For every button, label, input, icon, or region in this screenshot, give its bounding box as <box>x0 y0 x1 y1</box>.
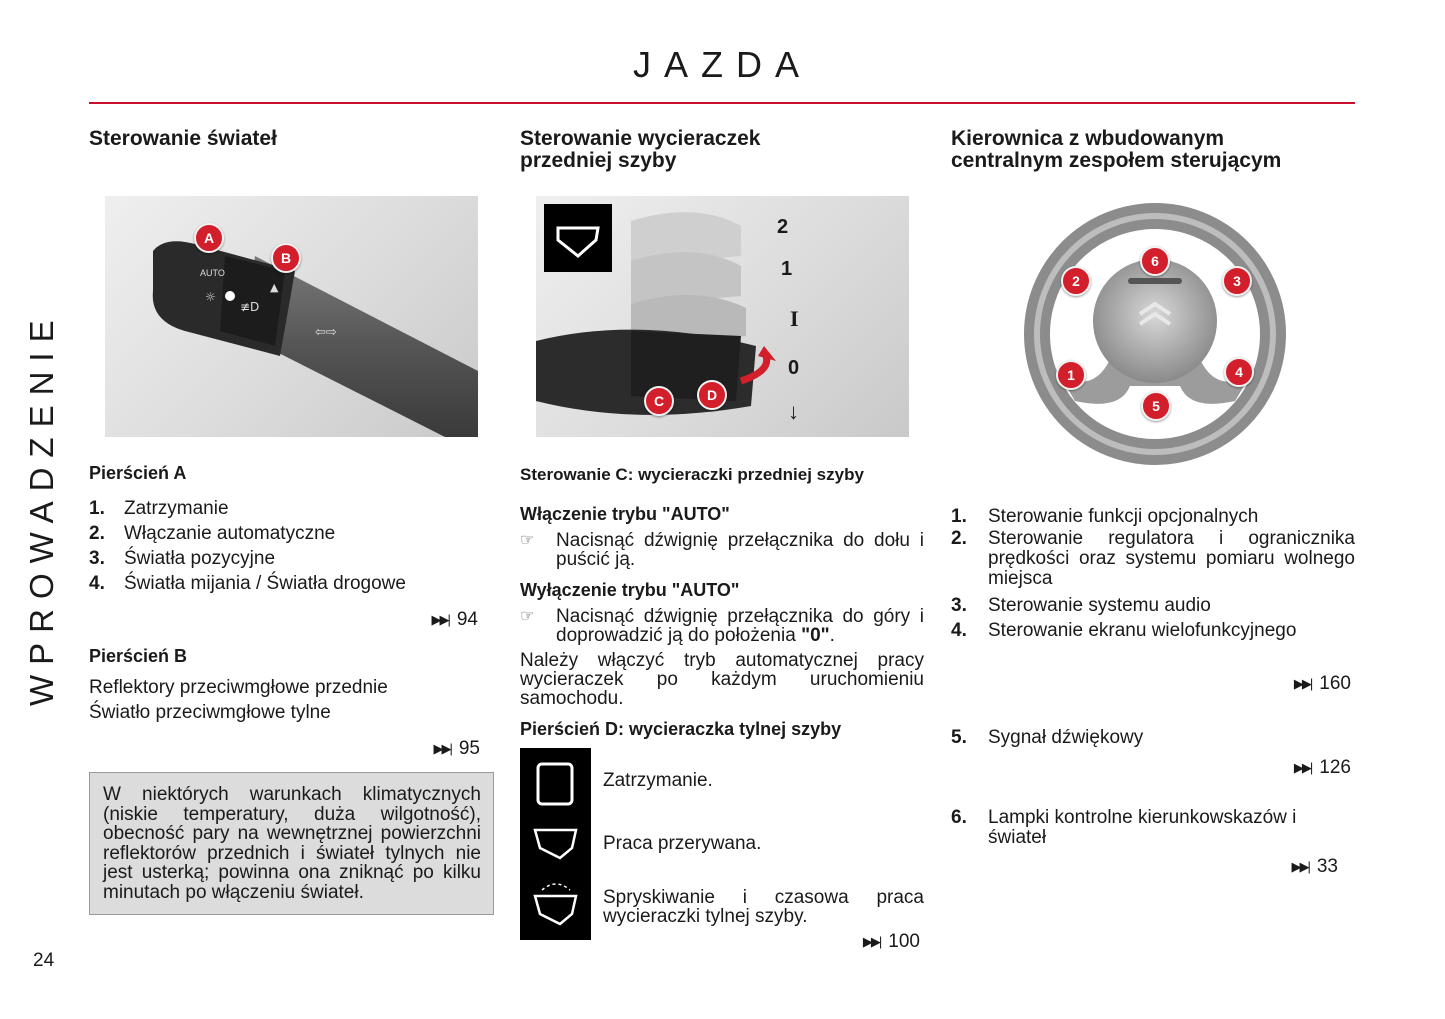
rear-wiper-icon-bar <box>520 748 591 940</box>
ring-d-title: Pierścień D: wycieraczka tylnej szyby <box>520 719 842 739</box>
header-divider <box>89 102 1355 104</box>
ring-b-page-ref[interactable]: ▶▶| 95 <box>433 738 480 759</box>
page-ref-icon: ▶▶| <box>1293 760 1312 775</box>
auto-off-title: Wyłączenie trybu "AUTO" <box>520 580 740 600</box>
steering-6-page-ref[interactable]: ▶▶| 33 <box>1291 856 1338 877</box>
ring-a-page-ref[interactable]: ▶▶| 94 <box>431 609 478 630</box>
list-item: 5. Sygnał dźwiękowy <box>951 727 1144 748</box>
ring-b-line-2: Światło przeciwmgłowe tylne <box>89 702 331 723</box>
page-ref-icon: ▶▶| <box>433 741 451 756</box>
auto-off-step: ☞ Nacisnąć dźwignię przełącznika do góry i doprowadzić ją do położenia "0". <box>520 606 924 646</box>
wiper-position-i: I <box>790 306 799 331</box>
list-item: 3. Sterowanie systemu audio <box>951 595 1211 616</box>
label-1-badge: 1 <box>1056 360 1086 390</box>
hand-pointer-icon: ☞ <box>520 532 535 549</box>
svg-text:☼: ☼ <box>205 290 216 304</box>
steering-item-6 <box>951 808 1355 848</box>
list-item: 2. Włączanie automatyczne <box>89 523 336 544</box>
washer-wiper-icon <box>535 896 576 924</box>
wiper-title-line-1: Sterowanie wycieraczek <box>520 127 761 150</box>
lighting-stalk-photo <box>105 196 478 437</box>
label-d-badge: D <box>697 380 727 410</box>
svg-text:AUTO: AUTO <box>200 268 225 278</box>
steering-a-page-ref[interactable]: ▶▶| 160 <box>1293 673 1351 694</box>
ring-d-page-ref[interactable]: ▶▶| 100 <box>862 931 920 952</box>
label-3-badge: 3 <box>1222 266 1252 296</box>
page-ref-icon: ▶▶| <box>1291 859 1309 874</box>
page-title: JAZDA <box>632 44 812 85</box>
label-a-badge: A <box>194 223 224 253</box>
wiper-title-line-2: przedniej szyby <box>520 149 677 172</box>
page-ref-icon: ▶▶| <box>431 612 449 627</box>
steering-list-a <box>951 504 1355 643</box>
restart-note: Należy włączyć tryb automatycznej pracy wycieraczek po każdym uruchomieniu samochodu. <box>520 650 924 709</box>
label-2-badge: 2 <box>1061 266 1091 296</box>
section-side-title: WPROWADZENIE <box>23 310 60 706</box>
wiper-position-0: 0 <box>788 357 800 379</box>
wiper-stalk-photo <box>536 196 909 437</box>
steering-title-line-1: Kierownica z wbudowanym <box>951 127 1225 150</box>
lighting-title: Sterowanie świateł <box>89 127 277 150</box>
hand-pointer-icon: ☞ <box>520 608 535 625</box>
auto-on-title: Włączenie trybu "AUTO" <box>520 504 730 524</box>
rear-wiper-stop-text: Zatrzymanie. <box>603 770 713 791</box>
intermittent-wiper-icon <box>535 830 576 858</box>
list-item: 1. Zatrzymanie <box>89 498 229 519</box>
list-item: 4. Sterowanie ekranu wielofunkcyjnego <box>951 620 1297 641</box>
svg-text:≢D: ≢D <box>240 300 260 314</box>
ring-a-list <box>89 496 489 596</box>
control-c-heading: Sterowanie C: wycieraczki przedniej szyby <box>520 465 864 484</box>
label-b-badge: B <box>271 243 301 273</box>
svg-text:⇦⇨: ⇦⇨ <box>315 325 337 340</box>
steering-item-5 <box>951 725 1355 750</box>
steering-wheel-image <box>1020 196 1290 466</box>
label-6-badge: 6 <box>1140 246 1170 276</box>
list-item: 1. Sterowanie funkcji opcjonalnych <box>951 506 1259 527</box>
wiper-position-1: 1 <box>781 258 793 280</box>
rear-wiper-wash-text: Spryskiwanie i czasowa praca wycieraczki tylnej szyby. <box>603 887 924 927</box>
page-number: 24 <box>33 950 55 971</box>
label-c-badge: C <box>644 386 674 416</box>
label-5-badge: 5 <box>1141 391 1171 421</box>
list-item: 2. Sterowanie regulatora i ogranicznika prędkości oraz systemu pomiaru wolnego miejsca <box>951 528 1355 589</box>
list-item: 6. Lampki kontrolne kierunkowskazów i świateł <box>951 807 1297 848</box>
steering-title-line-2: centralnym zespołem sterującym <box>951 149 1282 172</box>
stop-icon <box>538 764 572 804</box>
list-item: 3. Światła pozycyjne <box>89 548 276 569</box>
condensation-note: W niektórych warunkach klimatycznych (niskie temperatury, duża wilgotność), obecność pary na wewnętrznej powierzchni reflektorów przednich i świateł tylnych nie jest usterką; powinna ona zniknąć po kilku minutach po włączeniu świateł. <box>89 772 494 915</box>
list-item: 4. Światła mijania / Światła drogowe <box>89 573 406 594</box>
rear-wiper-intermittent-text: Praca przerywana. <box>603 833 762 854</box>
page-ref-icon: ▶▶| <box>862 934 881 949</box>
steering-5-page-ref[interactable]: ▶▶| 126 <box>1293 757 1351 778</box>
svg-text:▲: ▲ <box>270 281 279 294</box>
wiper-position-2: 2 <box>777 216 789 238</box>
page-ref-icon: ▶▶| <box>1293 676 1312 691</box>
ring-b-line-1: Reflektory przeciwmgłowe przednie <box>89 677 388 698</box>
wiper-position-down: ↓ <box>788 399 799 424</box>
ring-b-title: Pierścień B <box>89 646 188 666</box>
ring-a-title: Pierścień A <box>89 463 187 483</box>
label-4-badge: 4 <box>1224 357 1254 387</box>
auto-on-step: ☞ Nacisnąć dźwignię przełącznika do dołu i puścić ją. <box>520 530 924 570</box>
